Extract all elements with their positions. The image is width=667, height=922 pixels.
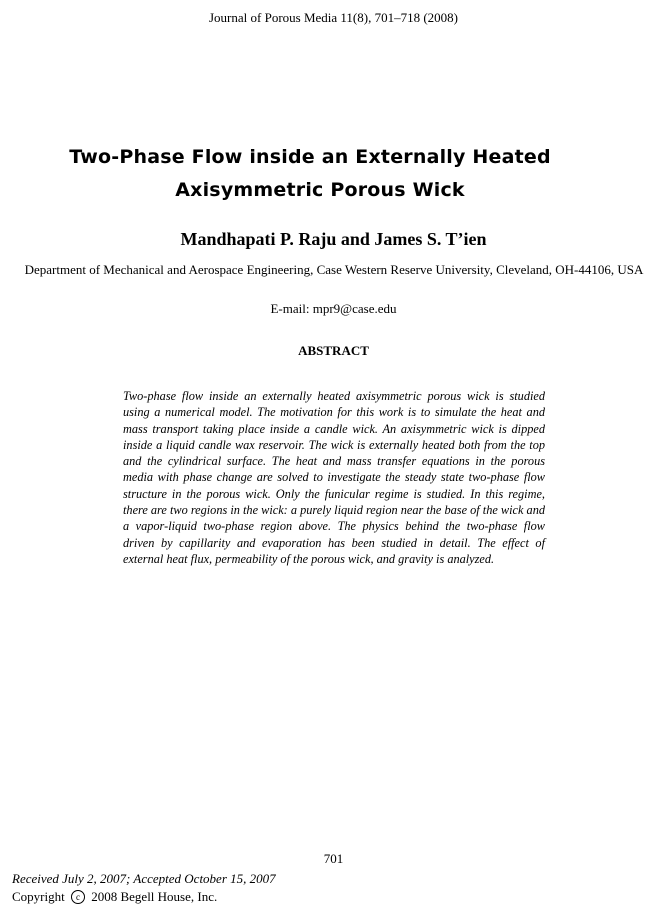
authors: Mandhapati P. Raju and James S. T’ien xyxy=(180,229,487,249)
paper-title-line-1: Two-Phase Flow inside an Externally Heated xyxy=(69,146,551,168)
abstract-heading: ABSTRACT xyxy=(298,343,369,358)
copyright-symbol: c xyxy=(71,890,85,904)
author-email: E-mail: mpr9@case.edu xyxy=(270,301,397,316)
copyright-label: Copyright xyxy=(12,889,65,904)
paper-title-line-2: Axisymmetric Porous Wick xyxy=(175,179,465,201)
copyright-holder: 2008 Begell House, Inc. xyxy=(91,889,218,904)
page-number: 701 xyxy=(323,851,344,866)
copyright-notice xyxy=(12,889,217,905)
affiliation: Department of Mechanical and Aerospace Engineering, Case Western Reserve University, Cleveland, OH-44106, USA xyxy=(24,262,644,277)
abstract-text: Two-phase flow inside an externally heated axisymmetric porous wick is studied using a numerical model. The motivation for this work is to simulate the heat and mass transport taking place inside a candle wick. An axisymmetric wick is dipped inside a liquid candle wax reservoir. The wick is externally heated both from the top and the cylindrical surface. The heat and mass transfer equations in the porous media with phase change are solved to investigate the steady state two-phase flow structure in the porous wick. Only the funicular regime is studied. In this regime, there are two regions in the wick: a purely liquid region near the base of the wick and a vapor-liquid two-phase region above. The physics behind the two-phase flow driven by capillarity and evaporation has been studied in detail. The effect of external heat flux, permeability of the porous wick, and gravity is analyzed. xyxy=(123,389,545,566)
received-dates: Received July 2, 2007; Accepted October 15, 2007 xyxy=(12,871,276,886)
journal-citation: Journal of Porous Media 11(8), 701–718 (2008) xyxy=(208,10,458,25)
